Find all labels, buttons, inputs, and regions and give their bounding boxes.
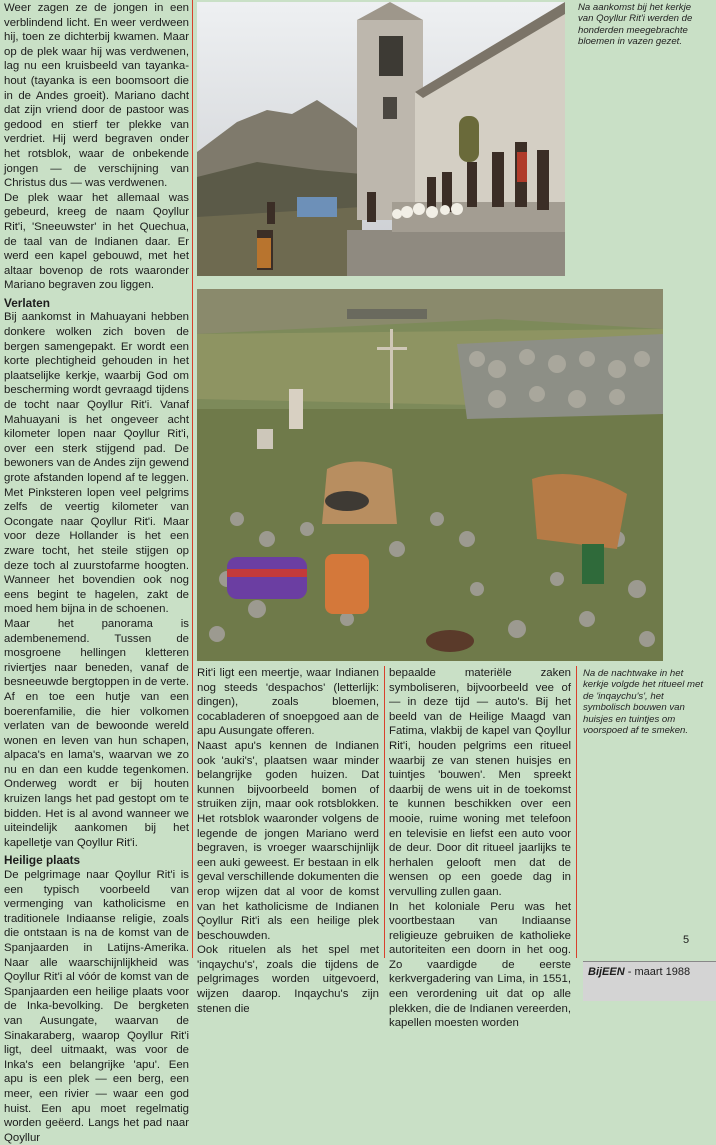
paragraph: Weer zagen ze de jongen in een verblindend licht. En weer verdween hij, toen ze dichterbij kwamen. Maar op de plek waar hij was verdwenen, lag nu een kruisbeeld van tayanka-hout (tayanka is een boomsoort die in de Andes groeit). Mariano dacht dat zijn vriend door de pastoor was gedood en stierf ter plekke van verdriet. Hij werd begraven onder het rotsblok, waar de onbekende jongen — de verschijning van Christus dus — was verdwenen. — [4, 2, 189, 190]
issue-date: maart 1988 — [634, 966, 691, 978]
section-heading: Verlaten — [4, 295, 50, 310]
paragraph: Naast apu's kennen de Indianen ook 'auki's', plaatsen waar minder belangrijke goden huizen. Dat kunnen bijvoorbeeld bomen of struiken zijn, maar ook rotsblokken. Het rotsblok waaronder volgens de legende de jongen Mariano werd begraven, is vroeger waarschijnlijk een auki geweest. Er bestaan in elk geval verschillende dokumenten die erop wijzen dat al voor de komst van het katholicisme de Indianen Qoyllur Rit'i als een heilige plek beschouwden. — [197, 739, 379, 942]
magazine-title: BijEEN — [588, 966, 625, 978]
article-column-3 — [389, 666, 571, 1031]
footer-separator: - — [624, 966, 635, 978]
paragraph: De plek waar het allemaal was gebeurd, kreeg de naam Qoyllur Rit'i, 'Sneeuwster' in het Quechua, de taal van de Indianen daar. Er werd een kapel gebouwd, met het altaar bovenop de rots waaronder Mariano begraven zou liggen. — [4, 191, 189, 292]
article-column-2 — [197, 666, 379, 1016]
column-divider-1 — [192, 0, 193, 958]
paragraph: Maar het panorama is adembenemend. Tussen de mosgroene hellingen kletteren riviertjes naar beneden, vanaf de besneeuwde bergtoppen in de verte. Af en toe een hutje van een boerenfamilie, die hier volkomen verlaten van de bewoonde wereld wonen en leven van hun schapen, alpaca's en lama's, waarvan we zo nu en dan een kudde tegenkomen. Onderweg wordt er bij houten kruizen langs het pad gestopt om te bidden. Het is al avond wanneer we uiteindelijk aankomen bij het kapelletje van Qoyllur Rit'i. — [4, 617, 189, 849]
page-number: 5 — [683, 934, 690, 946]
paragraph: De pelgrimage naar Qoyllur Rit'i is een typisch voorbeeld van vermenging van katholicisme en traditionele Indiaanse religie, zoals die ontstaan is na de komst van de Spanjaarden in Latijns-Amerika. Naar alle waarschijnlijkheid was Qoyllur Rit'i al vóór de komst van de Spanjaarden een heilige plaats voor de Inka-bevolking. De bergketen van Ausungate, waarvan de Sinakaraberg, waarop Qoyllur Rit'i ligt, deel uitmaakt, was voor de Inka's een belangrijke 'apu'. Een apu is een plek — een berg, een meer, een rivier — waar een god huist. Een apu moet regelmatig worden geëerd. Langs het pad naar Qoyllur — [4, 869, 189, 1144]
photo-caption-bottom: Na de nachtwake in het kerkje volgde het ritueel met de 'inqaychu's', het symbolisch bouwen van huisjes en tuintjes om voorspoed af te smeken. — [583, 668, 703, 737]
paragraph: Ook rituelen als het spel met 'inqaychu's', zoals die tijdens de pelgrimages worden uitgevoerd, wijzen daarop. Inqaychu's zijn stenen die — [197, 944, 379, 1015]
column-divider-3 — [576, 666, 577, 958]
column-divider-2 — [384, 666, 385, 958]
paragraph: bepaalde materiële zaken symboliseren, bijvoorbeeld vee of — in deze tijd — auto's. Bij het beeld van de Heilige Maagd van Fatima, vlakbij de kapel van Qoyllur Rit'i, houden pelgrims een ritueel waarbij ze van stenen huisjes en tuintjes 'bouwen'. Men spreekt daarbij de wens uit in de toekomst te kunnen beschikken over een mooie, ruime woning met telefoon en televisie en liefst een auto voor de deur. Door dit ritueel jaarlijks te herhalen gelooft men dat de wensen op een goede dag in vervulling zullen gaan. — [389, 667, 571, 898]
photo-caption-top: Na aankomst bij het kerkje van Qoyllur Rit'i werden de honderden meegebrachte bloemen in vazen gezet. — [578, 2, 693, 48]
section-heading: Heilige plaats — [4, 853, 81, 868]
paragraph: Rit'i ligt een meertje, waar Indianen nog steeds 'despachos' (letterlijk: dingen), zoals bloemen, cocabladeren of snoepgoed aan de apu Ausungate offeren. — [197, 667, 379, 738]
paragraph: Bij aankomst in Mahuayani hebben donkere wolken zich boven de bergen samengepakt. Er wordt een korte plechtigheid gehouden in het plaatselijke kerkje, waarbij God om bescherming wordt gevraagd tijdens de tocht naar Qoyllur Rit'i. Vanaf Mahuayani is het ongeveer acht kilometer lopen naar Qoyllur Rit'i, over een sterk stijgend pad. De bewoners van de Andes zijn gewend grote afstanden lopend af te leggen. Met Pinksteren lopen veel pelgrims zelfs de veertig kilometer van Ocongate naar Qoyllur Rit'i. Maar voor deze Hollander is het een zware tocht, het steile stijgen op deze toch al zuurstofarme hoogten. Wanneer het bovendien ook nog eens begint te hagelen, zakt de moed hem bijna in de schoenen. — [4, 311, 189, 616]
ritual-photo-image — [197, 289, 663, 661]
article-column-1 — [4, 1, 189, 1145]
magazine-footer — [583, 961, 716, 1001]
photo-chapel — [197, 2, 565, 276]
paragraph: In het koloniale Peru was het voortbestaan van Indiaanse religieuze gebruiken de katholieke autoriteiten een doorn in het oog. Zo vaardigde de eerste kerkvergadering van Lima, in 1551, een verordening uit dat op alle plekken, die de Indianen vereerden, kapellen moesten worden — [389, 900, 571, 1030]
chapel-photo-image — [197, 2, 565, 276]
photo-ritual — [197, 289, 663, 661]
